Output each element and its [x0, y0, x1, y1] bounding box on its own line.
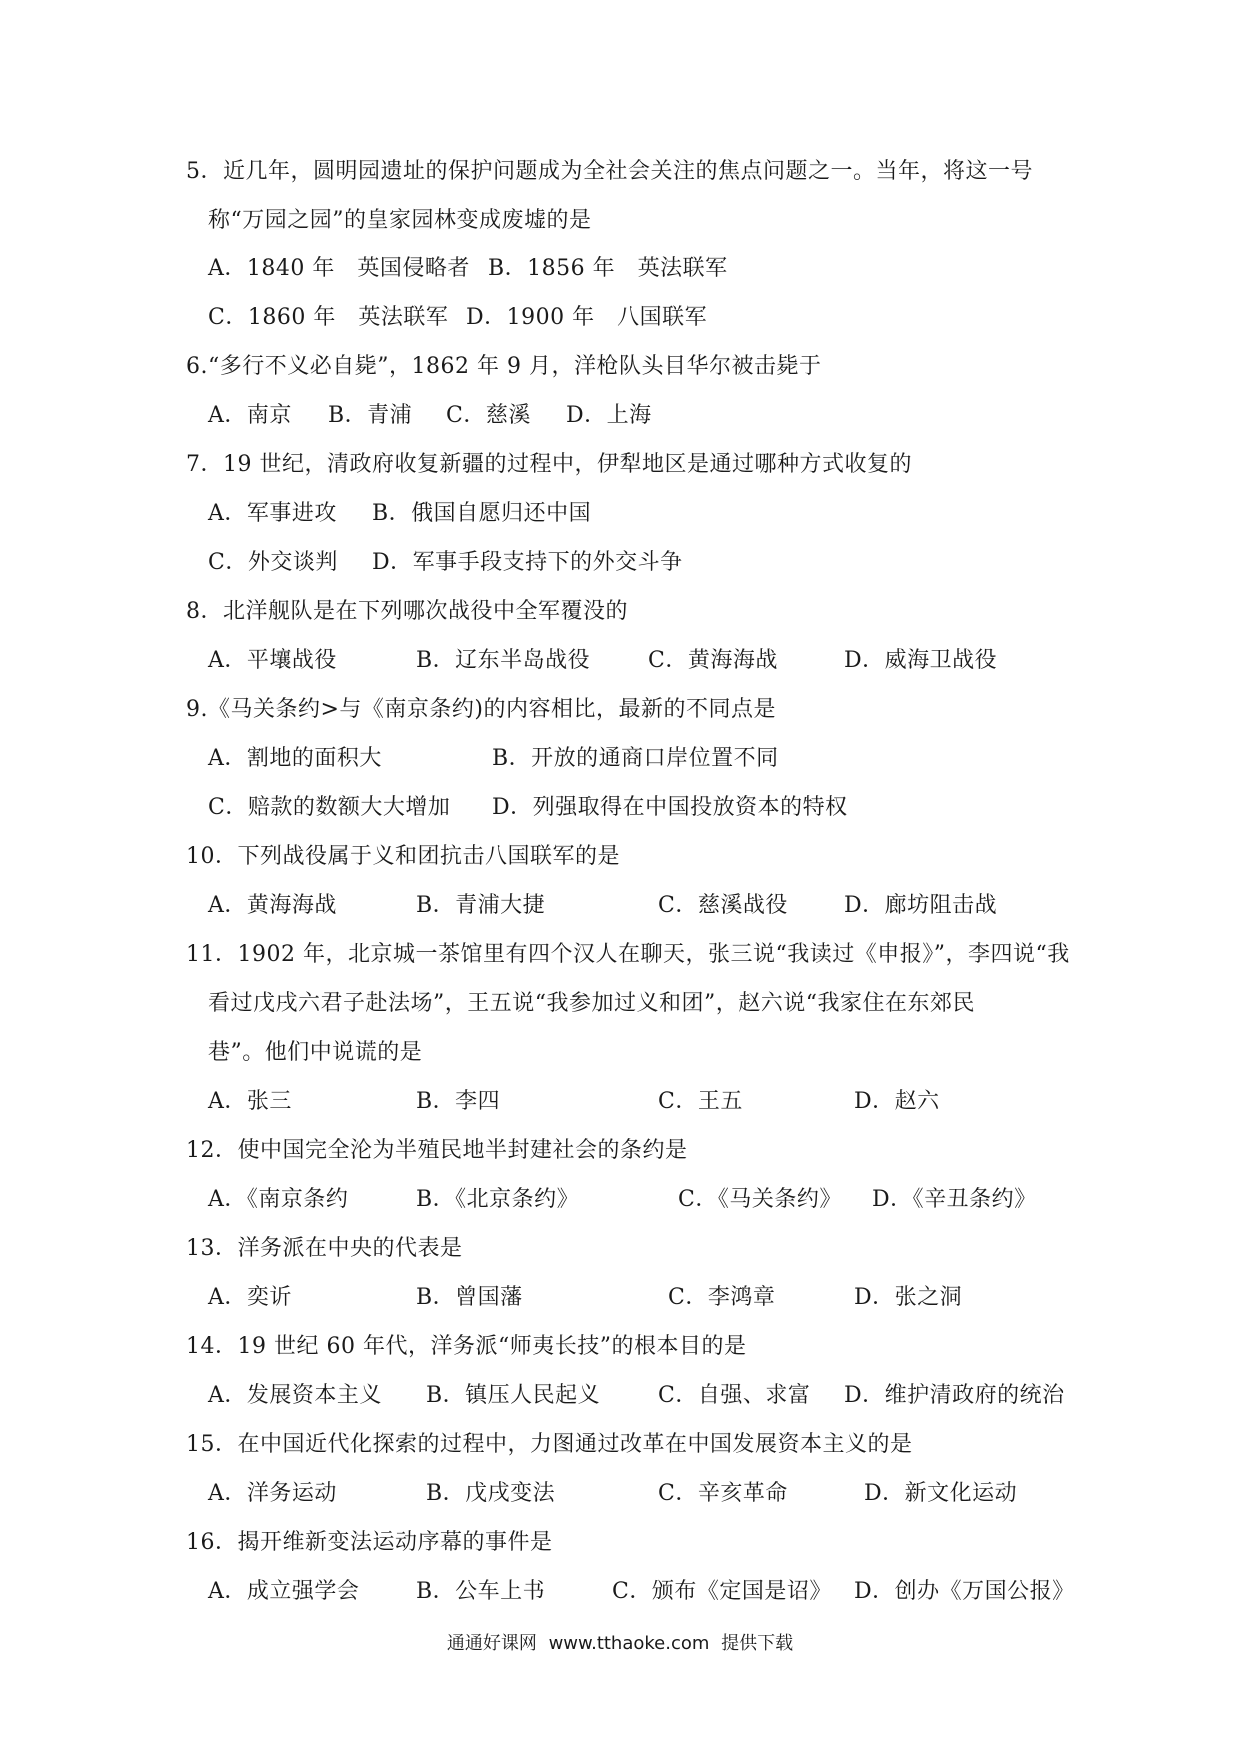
option: B．李四: [416, 1089, 501, 1114]
footer-url: www.tthaoke.com: [548, 1633, 710, 1654]
option: C．辛亥革命: [658, 1481, 788, 1506]
option: D．新文化运动: [864, 1481, 1018, 1506]
option: B．青浦: [328, 403, 413, 428]
option: B．公车上书: [416, 1579, 546, 1604]
option: D．威海卫战役: [844, 648, 998, 673]
footer-suffix: 提供下载: [721, 1633, 794, 1654]
option: A．割地的面积大: [208, 746, 382, 771]
option: D．廊坊阻击战: [844, 893, 998, 918]
option: C．颁布《定国是诏》: [612, 1579, 832, 1604]
question-stem: 5．近几年，圆明园遗址的保护问题成为全社会关注的焦点问题之一。当年，将这一号: [186, 159, 1033, 184]
option: C．王五: [658, 1089, 743, 1114]
option: B．青浦大捷: [416, 893, 546, 918]
option: C．慈溪战役: [658, 893, 788, 918]
option: B．戊戌变法: [426, 1481, 556, 1506]
option: D．上海: [566, 403, 652, 428]
option: A．奕䜣: [208, 1285, 292, 1310]
option: A．发展资本主义: [208, 1383, 382, 1408]
option: B．曾国藩: [416, 1285, 523, 1310]
option: C．自强、求富: [658, 1383, 811, 1408]
option: A．平壤战役: [208, 648, 337, 673]
option: C．外交谈判: [208, 550, 338, 575]
option: D．列强取得在中国投放资本的特权: [492, 795, 848, 820]
option: D．维护清政府的统治: [844, 1383, 1065, 1408]
question-stem: 称“万园之园”的皇家园林变成废墟的是: [208, 208, 592, 233]
option: C．赔款的数额大大增加: [208, 795, 451, 820]
question-stem: 9.《马关条约>与《南京条约)的内容相比，最新的不同点是: [186, 697, 777, 722]
option: B．辽东半岛战役: [416, 648, 591, 673]
option: B．俄国自愿归还中国: [372, 501, 592, 526]
option: A．张三: [208, 1089, 292, 1114]
option: C．《马关条约》: [678, 1187, 842, 1212]
question-stem: 13．洋务派在中央的代表是: [186, 1236, 463, 1261]
option: D．1900 年 八国联军: [466, 305, 708, 330]
question-stem: 14．19 世纪 60 年代，洋务派“师夷长技”的根本目的是: [186, 1334, 747, 1359]
option: B．镇压人民起义: [426, 1383, 601, 1408]
question-stem: 8．北洋舰队是在下列哪次战役中全军覆没的: [186, 599, 628, 624]
question-stem: 6.“多行不义必自毙”，1862 年 9 月，洋枪队头目华尔被击毙于: [186, 354, 822, 379]
option: A．《南京条约: [208, 1187, 349, 1212]
option: D．创办《万国公报》: [854, 1579, 1075, 1604]
question-stem: 11．1902 年，北京城一茶馆里有四个汉人在聊天，张三说“我读过《申报》”，李四说“我: [186, 942, 1070, 967]
question-stem: 看过戊戌六君子赴法场”，王五说“我参加过义和团”，赵六说“我家住在东郊民: [208, 991, 975, 1016]
option: B．1856 年 英法联军: [488, 256, 728, 281]
option: C．1860 年 英法联军: [208, 305, 449, 330]
option: A．南京: [208, 403, 292, 428]
question-stem: 巷”。他们中说谎的是: [208, 1040, 423, 1065]
option: C．黄海海战: [648, 648, 778, 673]
option: D．赵六: [854, 1089, 940, 1114]
option: C．慈溪: [446, 403, 531, 428]
option: C．李鸿章: [668, 1285, 776, 1310]
option: D．张之洞: [854, 1285, 963, 1310]
question-stem: 7．19 世纪，清政府收复新疆的过程中，伊犁地区是通过哪种方式收复的: [186, 452, 912, 477]
option: B．开放的通商口岸位置不同: [492, 746, 779, 771]
footer-site-name: 通通好课网: [446, 1633, 537, 1654]
option: B．《北京条约》: [416, 1187, 580, 1212]
option: A．洋务运动: [208, 1481, 337, 1506]
option: D．《辛丑条约》: [872, 1187, 1037, 1212]
option: A．军事进攻: [208, 501, 337, 526]
option: A．成立强学会: [208, 1579, 360, 1604]
question-stem: 12．使中国完全沦为半殖民地半封建社会的条约是: [186, 1138, 688, 1163]
question-stem: 10．下列战役属于义和团抗击八国联军的是: [186, 844, 620, 869]
option: A．黄海海战: [208, 893, 337, 918]
option: D．军事手段支持下的外交斗争: [372, 550, 683, 575]
question-stem: 15．在中国近代化探索的过程中，力图通过改革在中国发展资本主义的是: [186, 1432, 913, 1457]
option: A．1840 年 英国侵略者: [208, 256, 470, 281]
page-footer: [0, 1630, 1240, 1658]
question-stem: 16．揭开维新变法运动序幕的事件是: [186, 1530, 553, 1555]
